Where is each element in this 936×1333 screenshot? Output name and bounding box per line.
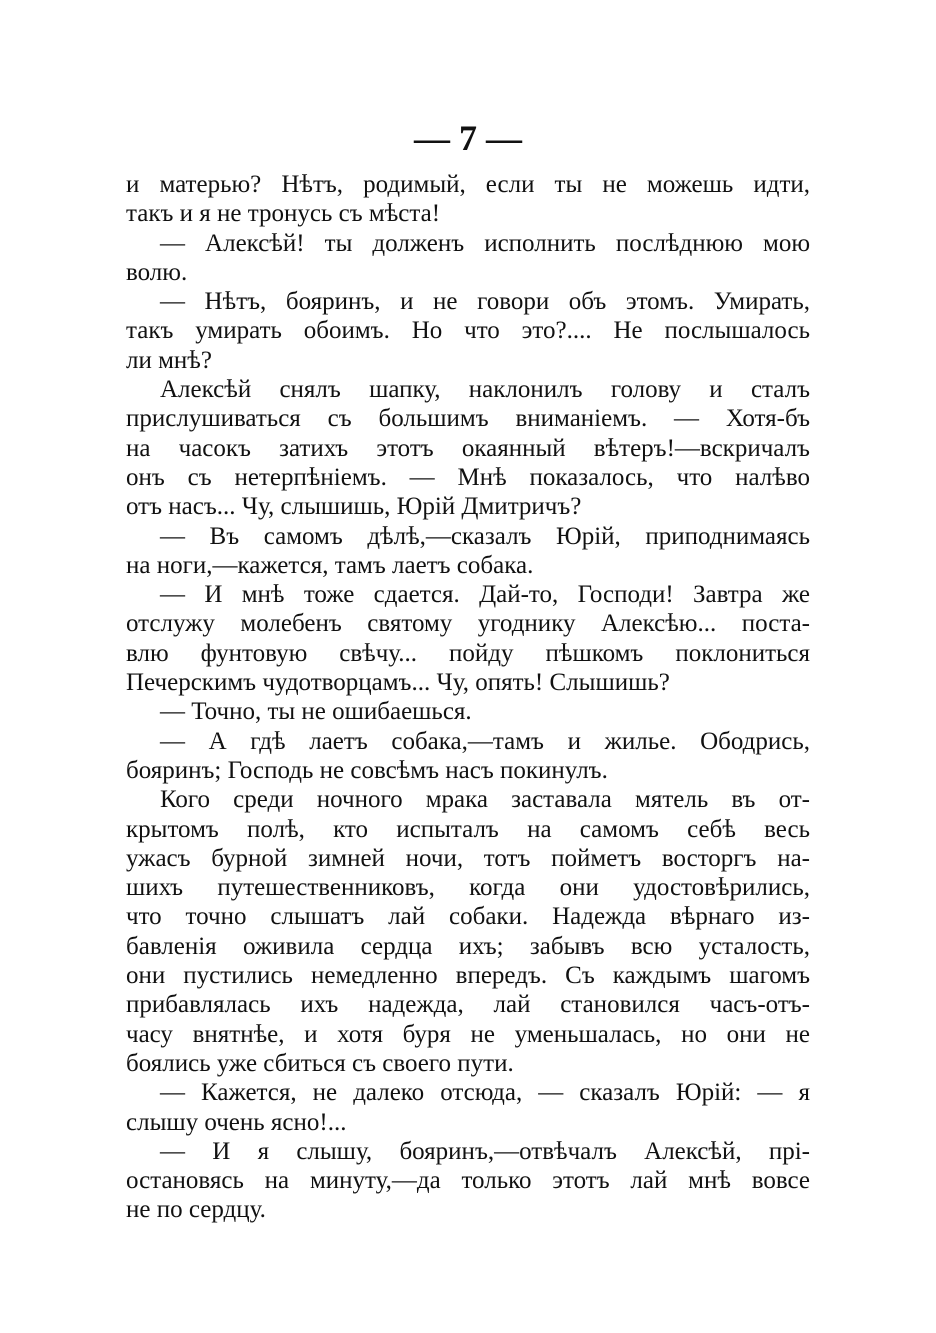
text-line: не по сердцу. bbox=[126, 1196, 266, 1224]
text-line: и матерью? Нѣтъ, родимый, если ты не можешь идти, bbox=[126, 171, 810, 198]
paragraph bbox=[126, 1137, 810, 1225]
text-line: Алексѣй снялъ шапку, наклонилъ голову и сталъ bbox=[160, 376, 810, 404]
text-line: они пустились немедленно впередъ. Съ каждымъ шагомъ bbox=[126, 962, 810, 990]
text-line: крытомъ полѣ, кто испыталъ на самомъ себѣ весь bbox=[126, 815, 810, 843]
text-line: отслужу молебенъ святому угоднику Алексѣю... поста- bbox=[126, 610, 810, 638]
text-line: Кого среди ночного мрака заставала мятель въ от- bbox=[160, 786, 810, 814]
text-line: на ноги,—кажется, тамъ лаетъ собака. bbox=[126, 551, 534, 579]
text-line: — Алексѣй! ты долженъ исполнить послѣднюю мою bbox=[160, 229, 810, 257]
paragraph bbox=[126, 1078, 810, 1137]
paragraph bbox=[126, 697, 810, 726]
body-text bbox=[126, 170, 810, 1225]
text-line: прибавлялась ихъ надежда, лай становился часъ-отъ- bbox=[126, 991, 810, 1019]
paragraph bbox=[126, 580, 810, 697]
text-line: — И мнѣ тоже сдается. Дай-то, Господи! Завтра же bbox=[160, 581, 810, 609]
text-line: остановясь на минуту,—да только этотъ лай мнѣ вовсе bbox=[126, 1167, 810, 1195]
text-line: отъ насъ... Чу, слышишь, Юрій Дмитричъ? bbox=[126, 493, 582, 521]
text-line: прислушиваться съ большимъ вниманіемъ. — Хотя-бъ bbox=[126, 405, 810, 433]
text-line: — Точно, ты не ошибаешься. bbox=[160, 698, 472, 726]
text-line: влю фунтовую свѣчу... пойду пѣшкомъ поклониться bbox=[126, 639, 810, 667]
text-line: онъ съ нетерпѣніемъ. — Мнѣ показалось, что налѣво bbox=[126, 463, 810, 491]
text-line: ли мнѣ? bbox=[126, 346, 212, 374]
paragraph bbox=[126, 785, 810, 1078]
paragraph bbox=[126, 229, 810, 288]
text-line: бавленія оживила сердца ихъ; забывъ всю усталость, bbox=[126, 932, 810, 960]
text-line: что точно слышатъ лай собаки. Надежда вѣрнаго из- bbox=[126, 903, 810, 931]
page-number: — 7 — bbox=[414, 118, 522, 158]
text-line: такъ и я не тронусь съ мѣста! bbox=[126, 200, 441, 228]
text-line: — И я слышу, бояринъ,—отвѣчалъ Алексѣй, прі- bbox=[160, 1137, 810, 1165]
text-line: такъ умирать обоимъ. Но что это?.... Не послышалось bbox=[126, 317, 810, 345]
text-line: — Нѣтъ, бояринъ, и не говори объ этомъ. Умирать, bbox=[160, 288, 810, 316]
paragraph bbox=[126, 170, 810, 229]
text-line: — А гдѣ лаетъ собака,—тамъ и жилье. Ободрись, bbox=[160, 727, 810, 755]
text-line: Печерскимъ чудотворцамъ... Чу, опять! Слышишь? bbox=[126, 669, 670, 697]
text-line: ужасъ бурной зимней ночи, тотъ пойметъ восторгъ на- bbox=[126, 844, 810, 872]
text-line: — Въ самомъ дѣлѣ,—сказалъ Юрій, приподнимаясь bbox=[160, 522, 810, 550]
text-line: на часокъ затихъ этотъ окаянный вѣтеръ!—вскричалъ bbox=[126, 434, 810, 462]
text-line: часу внятнѣе, и хотя буря не уменьшалась, но они не bbox=[126, 1020, 810, 1048]
text-line: шихъ путешественниковъ, когда они удостовѣрились, bbox=[126, 874, 810, 902]
text-line: волю. bbox=[126, 258, 188, 286]
text-line: слышу очень ясно!... bbox=[126, 1108, 347, 1136]
text-line: боялись уже сбиться съ своего пути. bbox=[126, 1049, 514, 1077]
paragraph bbox=[126, 522, 810, 581]
paragraph bbox=[126, 727, 810, 786]
text-line: — Кажется, не далеко отсюда, — сказалъ Юрій: — я bbox=[160, 1079, 810, 1107]
paragraph bbox=[126, 375, 810, 521]
text-line: бояринъ; Господь не совсѣмъ насъ покинулъ. bbox=[126, 756, 608, 784]
paragraph bbox=[126, 287, 810, 375]
